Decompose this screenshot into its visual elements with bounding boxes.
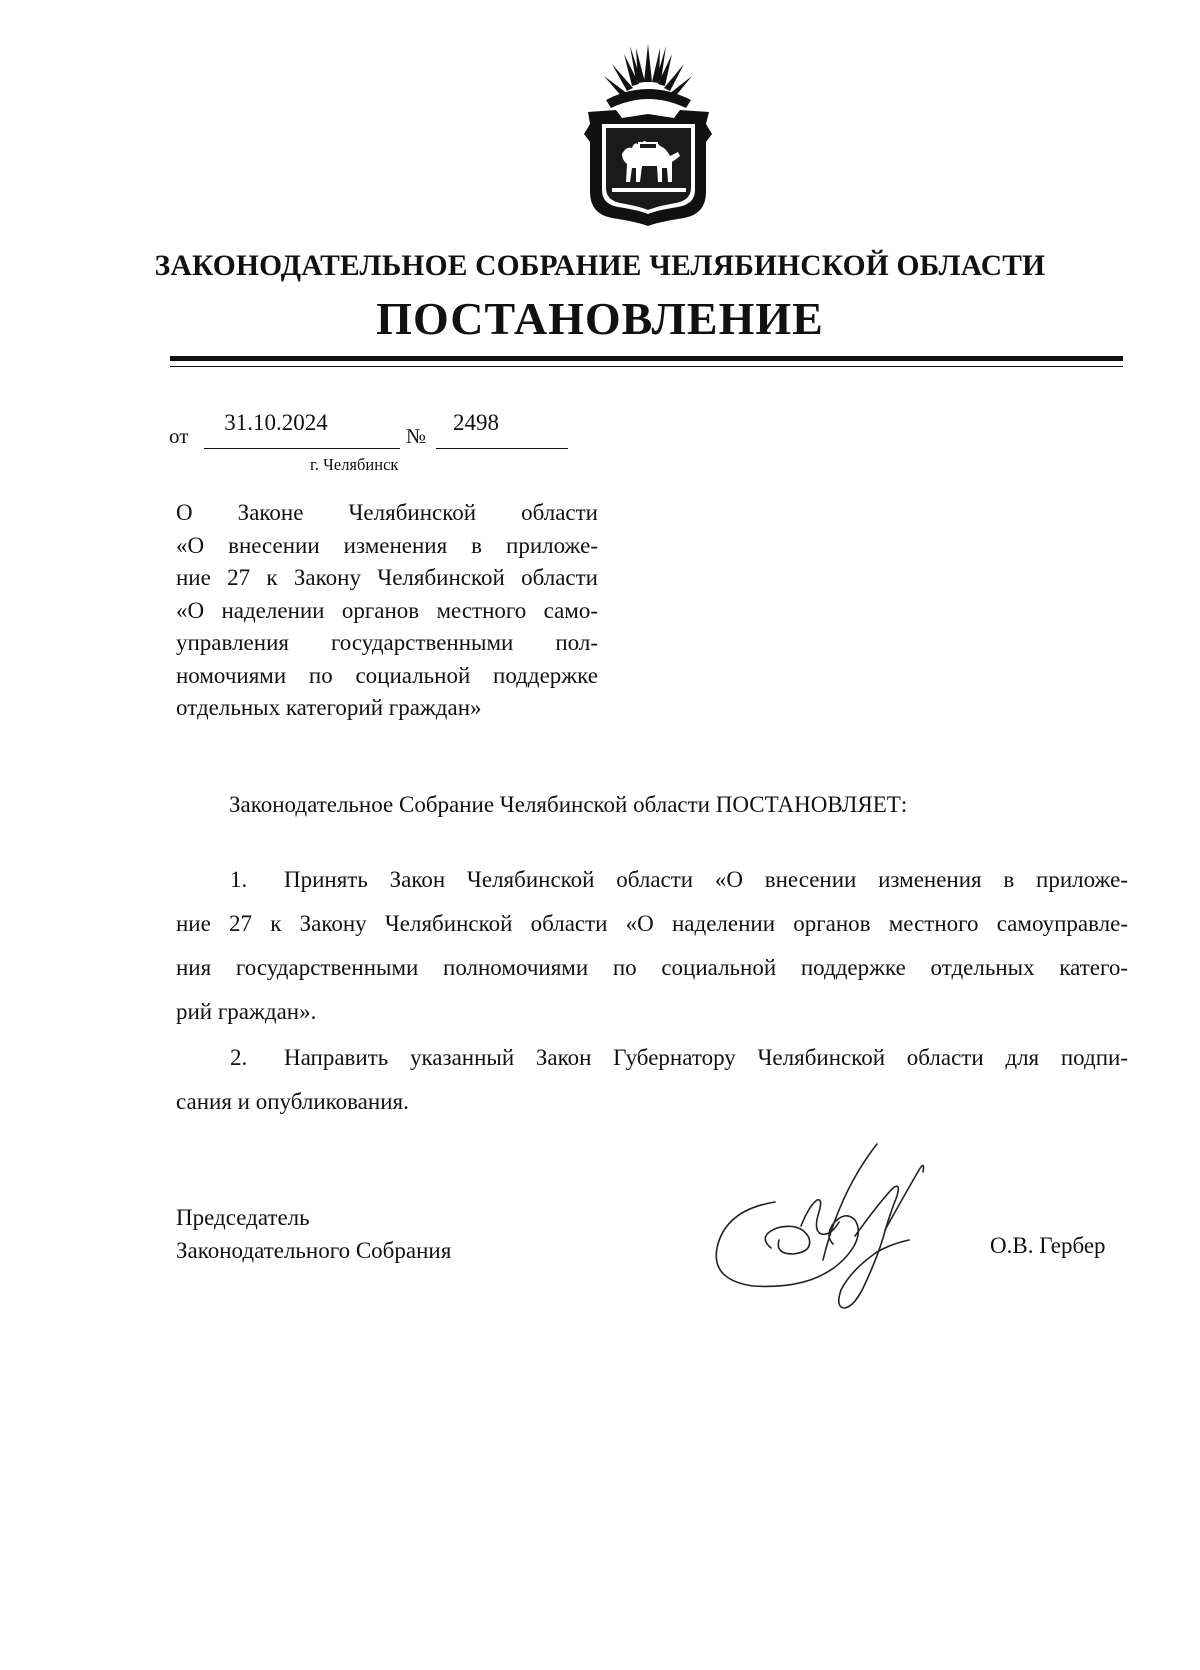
item-line: сания и опубликования.: [176, 1089, 409, 1114]
signatory-title-line: Председатель: [176, 1205, 310, 1230]
handwritten-signature-icon: [705, 1140, 965, 1320]
date-underline: [204, 448, 400, 449]
resolution-item-1: [176, 858, 1128, 1034]
subject-line: ние 27 к Закону Челябинской области: [176, 565, 598, 590]
coat-of-arms-icon: [566, 42, 731, 227]
number-underline: [436, 448, 568, 449]
enacting-clause: Законодательное Собрание Челябинской области ПОСТАНОВЛЯЕТ:: [229, 792, 908, 817]
subject-line: номочиями по социальной поддержке: [176, 662, 598, 688]
header-rule-thick: [170, 356, 1123, 361]
number-prefix: №: [406, 424, 427, 448]
subject-line: «О наделении органов местного само-: [176, 597, 598, 623]
item-text: Направить указанный Закон Губернатору Челябинской области для подпи-: [284, 1045, 1128, 1070]
subject-line: управления государственными пол-: [176, 630, 598, 655]
document-type-title: ПОСТАНОВЛЕНИЕ: [376, 293, 824, 344]
item-line: [176, 858, 1128, 902]
subject-line: «О внесении изменения в приложе-: [176, 532, 598, 558]
item-line: ние 27 к Закону Челябинской области «О наделении органов местного самоуправле-: [176, 911, 1128, 936]
subject-line: О Законе Челябинской области: [176, 500, 598, 525]
document-city: г. Челябинск: [310, 455, 399, 474]
item-text: Принять Закон Челябинской области «О внесении изменения в приложе-: [284, 867, 1128, 892]
resolution-item-2: [176, 1036, 1128, 1124]
signatory-title-line: Законодательного Собрания: [176, 1238, 452, 1263]
item-number: 1.: [230, 867, 248, 892]
item-line: [176, 1036, 1128, 1080]
item-number: 2.: [230, 1045, 248, 1070]
item-line: рий граждан».: [176, 999, 317, 1024]
document-number: 2498: [453, 410, 499, 435]
organization-title: ЗАКОНОДАТЕЛЬНОЕ СОБРАНИЕ ЧЕЛЯБИНСКОЙ ОБЛАСТИ: [154, 250, 1046, 282]
item-line: ния государственными полномочиями по социальной поддержке отдельных катего-: [176, 955, 1128, 980]
subject-line: отдельных категорий граждан»: [176, 695, 482, 720]
document-date: 31.10.2024: [224, 410, 328, 435]
date-prefix: от: [169, 424, 189, 448]
signatory-name: О.В. Гербер: [990, 1233, 1106, 1258]
signatory-title: [176, 1201, 451, 1267]
header-rule-thin: [170, 366, 1123, 367]
document-subject: [176, 497, 598, 725]
